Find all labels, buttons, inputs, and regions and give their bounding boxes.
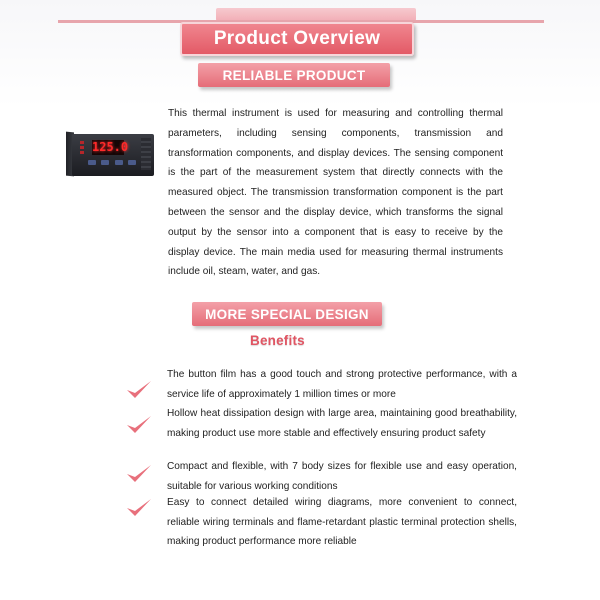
benefit-text: Compact and flexible, with 7 body sizes for flexible use and easy operation, suitable for various working conditions xyxy=(167,461,517,492)
thermal-instrument-image xyxy=(66,130,154,178)
checkmark-icon xyxy=(125,463,153,485)
checkmark-icon xyxy=(125,414,153,436)
checkmark-icon xyxy=(125,497,153,519)
device-buttons xyxy=(88,160,136,168)
reliable-product-banner: RELIABLE PRODUCT xyxy=(198,63,390,87)
product-description: This thermal instrument is used for measuring and controlling thermal parameters, including sensing components, transmission and transformation components, and display devices. The sensing component is the part of the measurement system that directly connects with the measured object. The transmission transformation component is the part between the sensor and the display device, which transforms the signal output by the sensor into a component that is easy to receive by the display device. The main media used for measuring thermal instruments include oil, steam, water, and gas. xyxy=(168,108,503,278)
benefit-text: Easy to connect detailed wiring diagrams, more convenient to connect, reliable wiring terminals and flame-retardant plastic terminal protection shells, making product performance more reliable xyxy=(167,497,517,548)
benefit-text: The button film has a good touch and strong protective performance, with a service life of approximately 1 million times or more xyxy=(167,369,517,400)
benefit-text: Hollow heat dissipation design with large area, maintaining good breathability, making product use more stable and effectively ensuring product safety xyxy=(167,408,517,439)
checkmark-icon xyxy=(125,379,153,401)
device-display: 125.0 xyxy=(92,140,129,154)
page-title: Product Overview xyxy=(180,22,414,56)
device-vents xyxy=(141,138,151,170)
benefits-heading: Benefits xyxy=(250,333,305,348)
special-design-banner: MORE SPECIAL DESIGN xyxy=(192,302,382,326)
device-indicator-leds xyxy=(80,141,86,155)
